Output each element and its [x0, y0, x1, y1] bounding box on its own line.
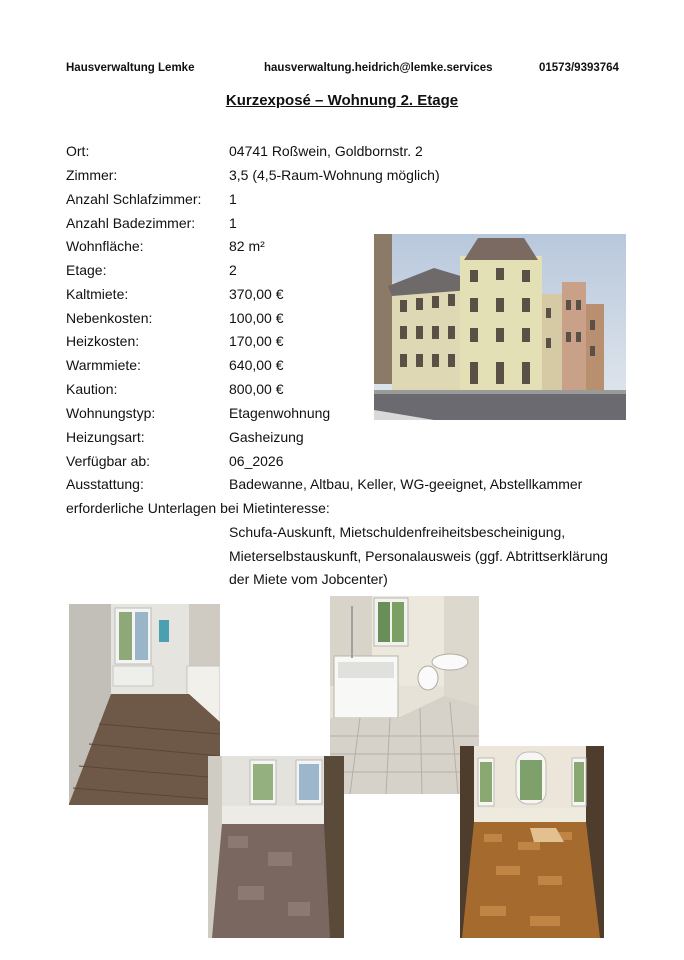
value-nebenkosten: 100,00 €: [229, 310, 284, 326]
kitchen-photo: [69, 604, 220, 805]
contact-email[interactable]: hausverwaltung.heidrich@lemke.services: [264, 62, 493, 74]
value-wohnungstyp: Etagenwohnung: [229, 405, 331, 421]
label-heizkosten: Heizkosten:: [66, 333, 140, 349]
contact-phone: 01573/9393764: [539, 62, 619, 74]
value-kaution: 800,00 €: [229, 381, 284, 397]
value-verfuegbar: 06_2026: [229, 453, 284, 469]
value-warmmiete: 640,00 €: [229, 357, 284, 373]
value-heizkosten: 170,00 €: [229, 333, 284, 349]
living-room-photo: [208, 756, 344, 938]
value-badezimmer: 1: [229, 215, 237, 231]
label-etage: Etage:: [66, 262, 107, 278]
label-warmmiete: Warmmiete:: [66, 357, 141, 373]
building-photo: [374, 234, 626, 420]
value-kaltmiete: 370,00 €: [229, 286, 284, 302]
page-title: Kurzexposé – Wohnung 2. Etage: [225, 92, 459, 109]
value-heizungsart: Gasheizung: [229, 429, 304, 445]
label-heizungsart: Heizungsart:: [66, 429, 145, 445]
value-ort: 04741 Roßwein, Goldbornstr. 2: [229, 143, 423, 159]
label-wohnungstyp: Wohnungstyp:: [66, 405, 156, 421]
value-schlafzimmer: 1: [229, 191, 237, 207]
label-verfuegbar: Verfügbar ab:: [66, 453, 151, 469]
documents-line: der Miete vom Jobcenter): [229, 571, 388, 587]
parquet-room-photo: [460, 746, 604, 938]
documents-line: Mieterselbstauskunft, Personalausweis (ggf. Abtrittserklärung: [229, 548, 608, 564]
value-etage: 2: [229, 262, 237, 278]
label-kaution: Kaution:: [66, 381, 118, 397]
value-ausstattung: Badewanne, Altbau, Keller, WG-geeignet, Abstellkammer: [229, 476, 583, 492]
value-wohnflaeche: 82 m²: [229, 238, 265, 254]
bathroom-photo: [330, 596, 479, 794]
documents-label: erforderliche Unterlagen bei Mietinteresse:: [66, 500, 330, 516]
label-badezimmer: Anzahl Badezimmer:: [66, 215, 196, 231]
label-zimmer: Zimmer:: [66, 167, 118, 183]
label-wohnflaeche: Wohnfläche:: [66, 238, 144, 254]
label-kaltmiete: Kaltmiete:: [66, 286, 129, 302]
label-nebenkosten: Nebenkosten:: [66, 310, 153, 326]
company-name: Hausverwaltung Lemke: [66, 62, 195, 74]
label-schlafzimmer: Anzahl Schlafzimmer:: [66, 191, 202, 207]
label-ausstattung: Ausstattung:: [66, 476, 144, 492]
label-ort: Ort:: [66, 143, 90, 159]
value-zimmer: 3,5 (4,5-Raum-Wohnung möglich): [229, 167, 440, 183]
documents-line: Schufa-Auskunft, Mietschuldenfreiheitsbescheinigung,: [229, 524, 566, 540]
